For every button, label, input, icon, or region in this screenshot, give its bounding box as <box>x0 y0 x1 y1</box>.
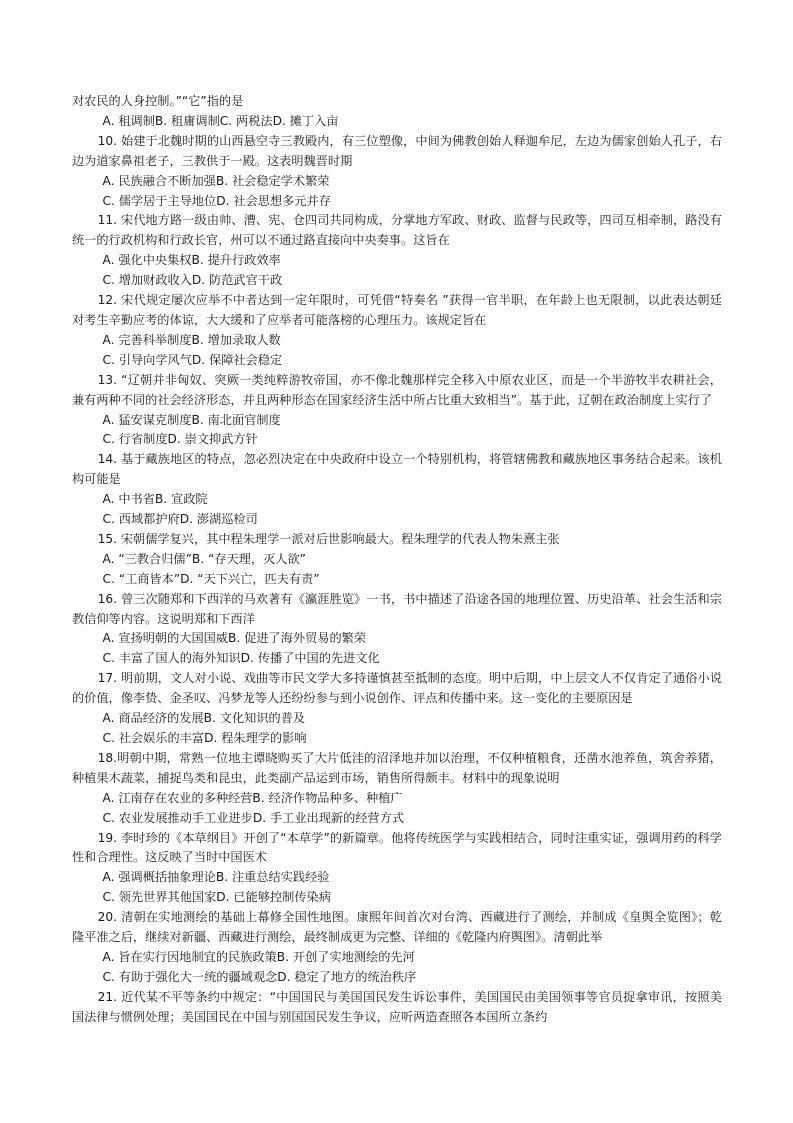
question-12-options-cd: C. 引导向学风气D. 保障社会稳定 <box>102 352 283 367</box>
question-11-options-cd: C. 增加财政收入D. 防范武官干政 <box>102 273 283 288</box>
question-16-stem: 16. 曾三次随郑和下西洋的马欢著有《瀛涯胜览》一书，书中描述了沿途各国的地理位置、历史沿革、社会生活和宗教信仰等内容。这说明郑和下西洋 <box>72 591 722 626</box>
question-14-stem: 14. 基于藏族地区的特点，忽必烈决定在中央政府中设立一个特别机构，将管辖佛教和藏族地区事务结合起来。该机构可能是 <box>72 452 722 487</box>
question-14-options-cd: C. 西域都护府D. 澎湖巡检司 <box>102 512 258 527</box>
question-10-options-cd: C. 儒学居于主导地位D. 社会思想多元并存 <box>102 193 331 208</box>
question-17-options-cd: C. 社会娱乐的丰富D. 程朱理学的影响 <box>102 731 307 745</box>
question-20-stem: 20. 清朝在实地测绘的基础上幕修全国性地图。康熙年间首次对台湾、西藏进行了测绘，并制成《皇舆全览图》；乾隆平准之后，继续对新疆、西藏进行测绘，最终制成更为完整、详细的《乾隆内府舆图》。清朝此举 <box>72 910 722 945</box>
question-17-options-ab: A. 商品经济的发展B. 文化知识的普及 <box>102 711 306 726</box>
question-11-stem: 11. 宋代地方路一级由帅、漕、宪、仓四司共同构成，分掌地方军政、财政、监督与民政等，四司互相牵制，路没有统一的行政机构和行政长官，州可以不通过路直接向中央奏事。这旨在 <box>72 213 722 248</box>
question-10-options-ab: A. 民族融合不断加强B. 社会稳定学术繁荣 <box>102 173 330 188</box>
question-18-stem: 18.明朝中期，常熟一位地主谭晓购买了大片低洼的沼泽地并加以治理，不仅种植粮食，还凿水池养鱼，筑舍养猪，种植果木蔬菜，捕捉鸟类和昆虫，此类副产品运到市场，销售所得颇丰。材料中的现象说明 <box>72 750 722 785</box>
question-18-options-ab: A. 江南存在农业的多种经营B. 经济作物品种多、种植广 <box>102 790 403 805</box>
question-20-options-ab: A. 旨在实行因地制宜的民族政策B. 开创了实地测绘的先河 <box>102 949 415 964</box>
question-13-stem: 13. “辽朝并非匈奴、突厥一类纯粹游牧帝国，亦不像北魏那样完全移入中原农业区，而是一个半游牧半农耕社会，兼有两种不同的社会经济形态，并且两种形态在国家经济生活中所占比重大致相当”。基于此，辽朝在政治制度上实行了 <box>72 372 722 407</box>
question-12-options-ab: A. 完善科举制度B. 增加录取人数 <box>102 332 281 347</box>
question-9-continuation: 对农民的人身控制。”“它”指的是 <box>72 94 244 108</box>
question-10-stem: 10. 始建于北魏时期的山西悬空寺三教殿内，有三位塑像，中间为佛教创始人释迦牟尼，左边为儒家创始人孔子，右边为道家鼻祖老子，三教供于一殿。这表明魏晋时期 <box>72 133 722 168</box>
question-9-options: A. 租调制B. 租庸调制C. 两税法D. 摊丁入亩 <box>102 113 339 128</box>
question-13-options-ab: A. 猛安谋克制度B. 南北面官制度 <box>102 412 281 427</box>
question-16-options-cd: C. 丰富了国人的海外知识D. 传播了中国的先进文化 <box>102 651 380 666</box>
question-19-options-ab: A. 强调概括抽象理论B. 注重总结实践经验 <box>102 870 330 885</box>
question-11-options-ab: A. 强化中央集权B. 提升行政效率 <box>102 253 281 268</box>
question-19-stem: 19. 李时珍的《本草纲目》开创了“本草学”的新篇章。他将传统医学与实践相结合，同时注重实证，强调用药的科学性和合理性。这反映了当时中国医术 <box>72 830 722 865</box>
question-19-options-cd: C. 领先世界其他国家D. 已能够控制传染病 <box>102 890 331 905</box>
question-13-options-cd: C. 行省制度D. 崇文抑武方针 <box>102 432 258 447</box>
exam-page-text <box>72 92 722 1028</box>
question-15-options-cd: C. “工商皆本”D. “天下兴亡，匹夫有责” <box>102 571 320 586</box>
question-18-options-cd: C. 农业发展推动手工业进步D. 手工业出现新的经营方式 <box>102 810 405 825</box>
question-12-stem: 12. 宋代规定屡次应举不中者达到一定年限时，可凭借“特奏名 ”获得一官半职，在年龄上也无限制，以此表达朝廷对考生辛勤应考的体谅，大大缓和了应举者可能落榜的心理压力。该规定旨在 <box>72 293 722 327</box>
question-20-options-cd: C. 有助于强化大一统的疆域观念D. 稳定了地方的统治秩序 <box>102 969 417 984</box>
question-16-options-ab: A. 宣扬明朝的大国国威B. 促进了海外贸易的繁荣 <box>102 631 367 646</box>
question-15-stem: 15. 宋朝儒学复兴，其中程朱理学一派对后世影响最大。程朱理学的代表人物朱熹主张 <box>97 531 560 546</box>
question-21-stem: 21. 近代某不平等条约中规定：“中国国民与美国国民发生诉讼事件，美国国民由美国领事等官员捉拿审讯，按照美国法律与惯例处理；美国国民在中国与别国国民发生争议，应听两造查照各本国所立条约 <box>72 989 722 1024</box>
question-15-options-ab: A. “三教合归儒”B. “存天理，灭人欲” <box>102 551 306 566</box>
question-17-stem: 17. 明前期，文人对小说、戏曲等市民文学大多持谨慎甚至抵制的态度。明中后期，中上层文人不仅肯定了通俗小说的价值，像李贽、金圣叹、冯梦龙等人还纷纷参与到小说创作、评点和传播中来。这一变化的主要原因是 <box>72 671 722 706</box>
question-14-options-ab: A. 中书省B. 宣政院 <box>102 492 208 507</box>
